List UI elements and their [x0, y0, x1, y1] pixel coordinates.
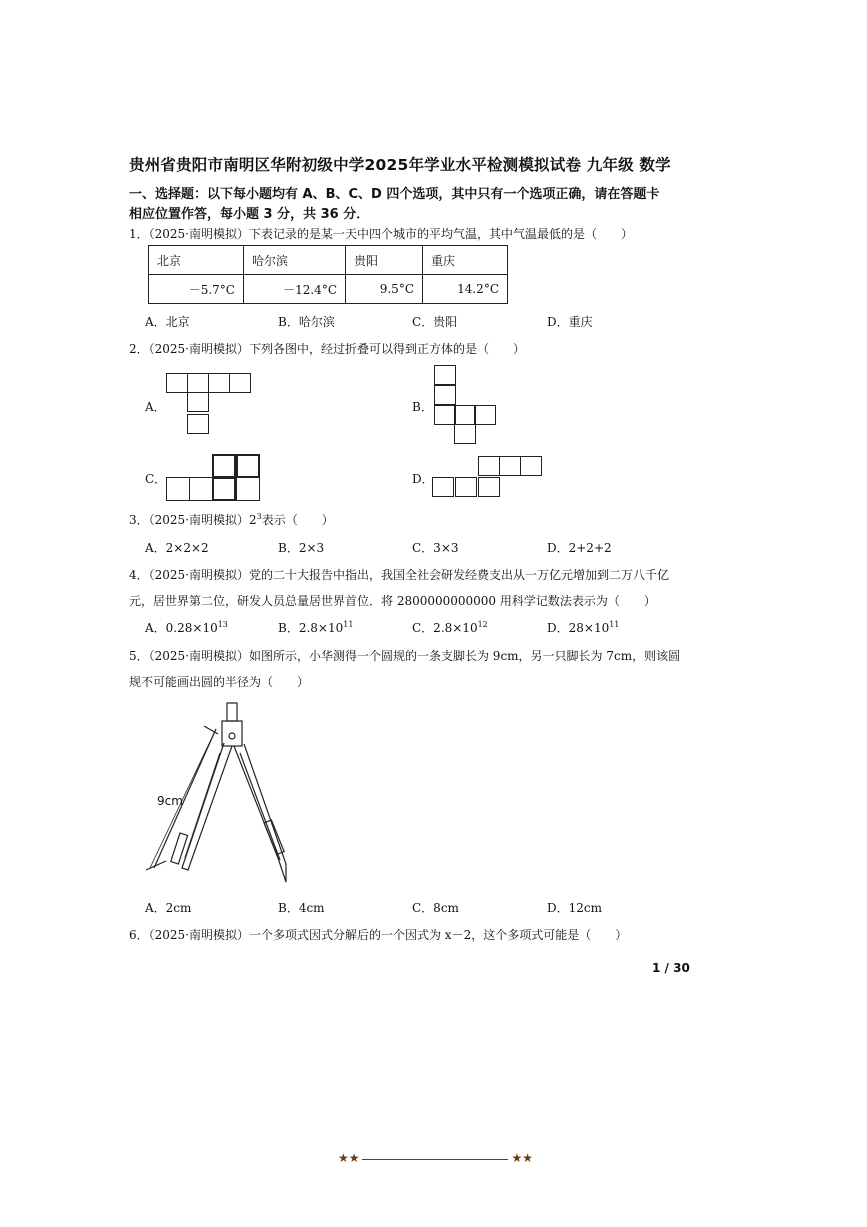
question-1-stem: 1．（2025·南明模拟）下表记录的是某一天中四个城市的平均气温，其中气温最低的是（ ）	[129, 227, 633, 241]
q5-option-d: D．12cm	[547, 901, 602, 915]
table-header-cell: 北京	[149, 246, 244, 275]
q3-option-a: A．2×2×2	[145, 541, 209, 555]
q4-option-d: D．$28\times 10^{11}$	[547, 620, 620, 635]
question-3-stem	[129, 511, 334, 528]
question-5-line2: 规不可能画出圆的半径为（ ）	[129, 675, 310, 689]
q2-label-a: A．	[145, 400, 166, 414]
q4-option-b: B．$2.8\times 10^{11}$	[278, 620, 354, 635]
temperature-table	[148, 245, 508, 304]
q1-option-a: A．北京	[145, 315, 190, 329]
q3-stem-text: 3．（2025·南明模拟）2	[129, 513, 257, 527]
question-2-stem: 2．（2025·南明模拟）下列各图中，经过折叠可以得到正方体的是（ ）	[129, 342, 525, 356]
q2-label-c: C．	[145, 472, 167, 486]
footer-rule	[362, 1159, 508, 1160]
question-5-line1: 5．（2025·南明模拟）如图所示，小华测得一个圆规的一条支脚长为 9cm，另一只脚长为 7cm，则该圆	[129, 649, 681, 663]
q3-option-b: B．2×3	[278, 541, 325, 555]
q2-label-b: B．	[412, 400, 433, 414]
compass-figure	[140, 698, 310, 893]
question-6-stem: 6．（2025·南明模拟）一个多项式因式分解后的一个因式为 x－2，这个多项式可能是（ ）	[129, 928, 628, 942]
section-heading-line1: 一、选择题：以下每小题均有 A、B、C、D 四个选项，其中只有一个选项正确，请在答题卡	[129, 187, 660, 202]
q1-option-b: B．哈尔滨	[278, 315, 335, 329]
table-cell: 14.2°C	[423, 275, 508, 304]
q3-stem-tail: 表示（ ）	[261, 513, 334, 527]
q4-option-a: A．$0.28\times 10^{13}$	[145, 620, 228, 635]
page-title: 贵州省贵阳市南明区华附初级中学2025年学业水平检测模拟试卷 九年级 数学	[129, 156, 671, 174]
q2-label-d: D．	[412, 472, 434, 486]
q3-option-d: D．2+2+2	[547, 541, 612, 555]
question-4-line2: 元，居世界第二位，研发人员总量居世界首位．将 2800000000000 用科学记数法表示为（ ）	[129, 594, 656, 608]
table-header-cell: 贵阳	[346, 246, 423, 275]
q5-option-a: A．2cm	[145, 901, 192, 915]
q1-option-c: C．贵阳	[412, 315, 458, 329]
table-row	[149, 275, 508, 304]
question-4-line1: 4．（2025·南明模拟）党的二十大报告中指出，我国全社会研发经费支出从一万亿元增加到二万八千亿	[129, 568, 669, 582]
q1-option-d: D．重庆	[547, 315, 593, 329]
compass-leg-label: 9cm	[157, 794, 183, 808]
q5-option-b: B．4cm	[278, 901, 325, 915]
table-header-cell: 重庆	[423, 246, 508, 275]
table-cell: －5.7°C	[149, 275, 244, 304]
star-icon: ★★	[511, 1151, 533, 1165]
section-heading-line2: 相应位置作答，每小题 3 分，共 36 分．	[129, 207, 370, 222]
table-cell: －12.4°C	[244, 275, 346, 304]
q5-option-c: C．8cm	[412, 901, 459, 915]
star-icon: ★★	[338, 1151, 360, 1165]
page-number: 1 / 30	[652, 961, 690, 975]
q3-exponent: 3	[256, 512, 262, 521]
q3-option-c: C．3×3	[412, 541, 459, 555]
q4-option-c: C．$2.8\times 10^{12}$	[412, 620, 488, 635]
table-header-cell: 哈尔滨	[244, 246, 346, 275]
table-row	[149, 246, 508, 275]
footer-ornament	[338, 1152, 533, 1168]
table-cell: 9.5°C	[346, 275, 423, 304]
